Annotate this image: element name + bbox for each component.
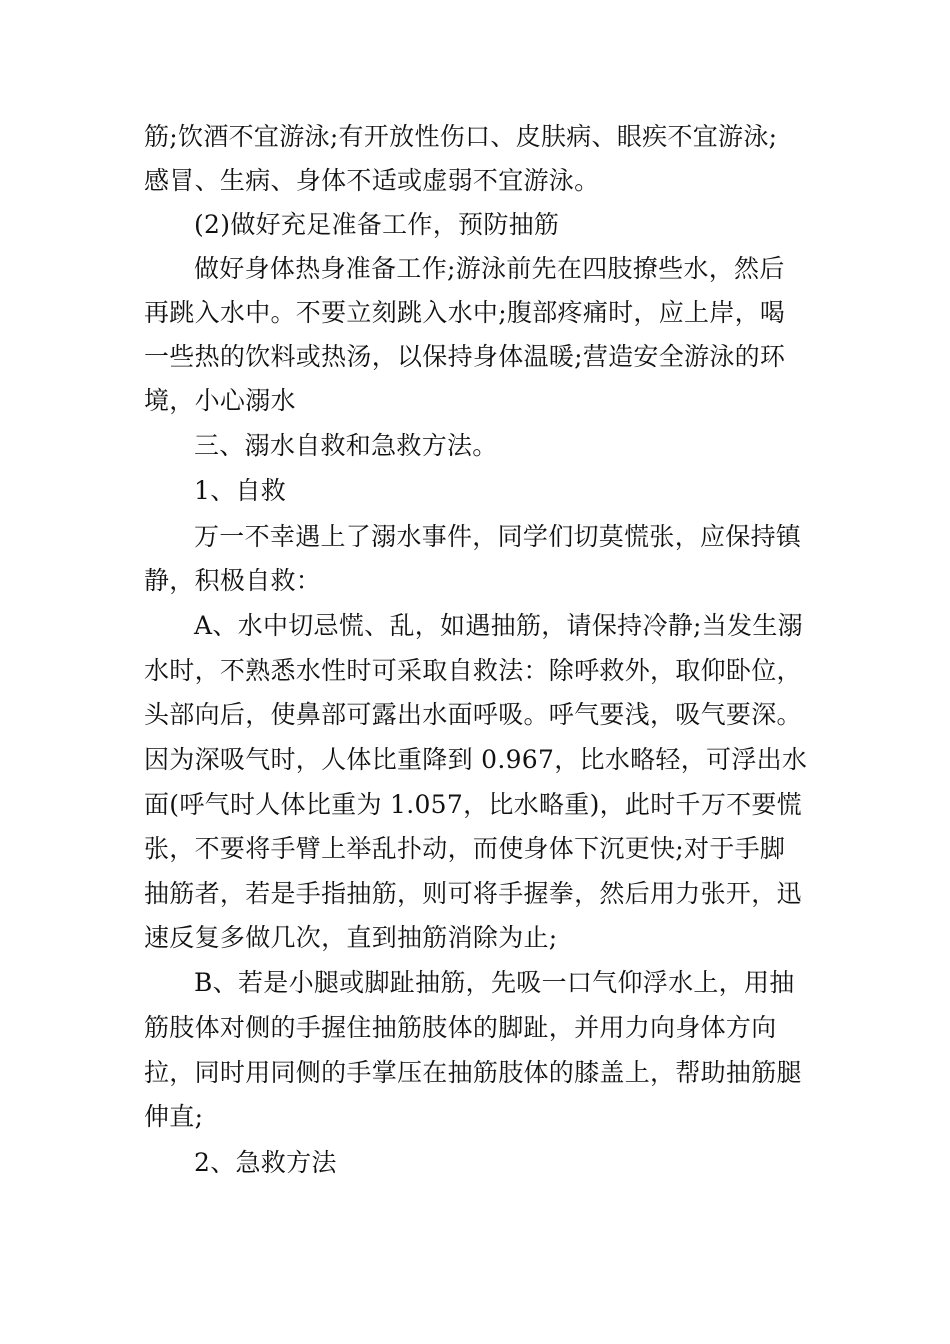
text-line: 筋;饮酒不宜游泳;有开放性伤口、皮肤病、眼疾不宜游泳; — [144, 122, 778, 151]
section-heading: 三、溺水自救和急救方法。 — [194, 431, 498, 460]
text-line: 面(呼气时人体比重为 1.057，比水略重)，此时千万不要慌 — [144, 790, 803, 819]
text-line: 伸直; — [144, 1102, 204, 1131]
text-line: A、水中切忌慌、乱，如遇抽筋，请保持冷静;当发生溺 — [194, 611, 803, 640]
text-line: 拉，同时用同侧的手掌压在抽筋肢体的膝盖上，帮助抽筋腿 — [144, 1058, 802, 1087]
text-line: 静，积极自救： — [144, 566, 322, 595]
text-line: 张，不要将手臂上举乱扑动，而使身体下沉更快;对于手脚 — [144, 834, 786, 863]
subsection-heading: 1、自救 — [194, 476, 287, 505]
text-line: 水时，不熟悉水性时可采取自救法：除呼救外，取仰卧位， — [144, 656, 802, 685]
text-line: 因为深吸气时，人体比重降到 0.967，比水略轻，可浮出水 — [144, 745, 808, 774]
text-line: 再跳入水中。不要立刻跳入水中;腹部疼痛时，应上岸，喝 — [144, 298, 786, 327]
text-line: 头部向后，使鼻部可露出水面呼吸。呼气要浅，吸气要深。 — [144, 700, 802, 729]
text-line: 做好身体热身准备工作;游泳前先在四肢撩些水，然后 — [194, 254, 785, 283]
text-line: 万一不幸遇上了溺水事件，同学们切莫慌张，应保持镇 — [194, 522, 802, 551]
text-line: 速反复多做几次，直到抽筋消除为止; — [144, 923, 558, 952]
text-line: 一些热的饮料或热汤，以保持身体温暖;营造安全游泳的环 — [144, 342, 786, 371]
subsection-heading: 2、急救方法 — [194, 1148, 337, 1177]
text-line: 筋肢体对侧的手握住抽筋肢体的脚趾，并用力向身体方向 — [144, 1013, 777, 1042]
text-line: 抽筋者，若是手指抽筋，则可将手握拳，然后用力张开，迅 — [144, 879, 802, 908]
text-line: B、若是小腿或脚趾抽筋，先吸一口气仰浮水上，用抽 — [194, 968, 795, 997]
text-line: 境，小心溺水 — [144, 386, 296, 415]
text-line: 感冒、生病、身体不适或虚弱不宜游泳。 — [144, 166, 600, 195]
section-heading: (2)做好充足准备工作，预防抽筋 — [194, 210, 560, 239]
